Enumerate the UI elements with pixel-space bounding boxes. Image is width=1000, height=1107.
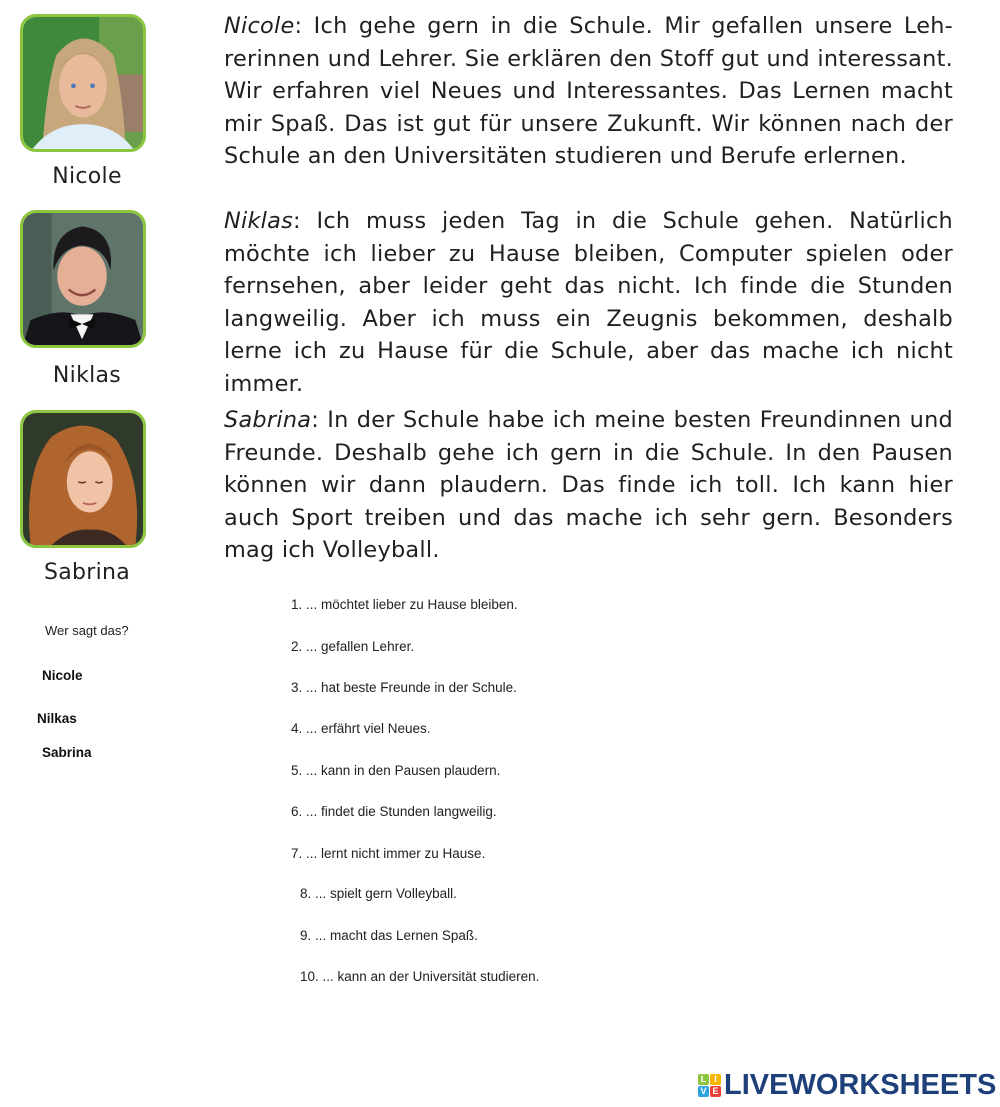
- boy-portrait-image: [23, 213, 143, 345]
- logo-letter: I: [710, 1074, 721, 1085]
- answer-option-niklas[interactable]: Nilkas: [37, 711, 77, 726]
- paragraph-text: : Ich gehe gern in die Schule. Mir gefallen unsere Leh-rerinnen und Lehrer. Sie erklären den Stoff gut und interessant. Wir erfahren viel Neues und Interessantes. Das Lernen macht mir Spaß. Das ist gut für unsere Zukunft. Wir können nach der Schule an den Universitäten studieren und Berufe erlernen.: [224, 13, 953, 170]
- liveworksheets-logo[interactable]: [698, 1070, 996, 1100]
- exercise-item[interactable]: 4. ... erfährt viel Neues.: [291, 721, 431, 736]
- paragraph-nicole: [224, 10, 953, 173]
- speaker-name: Sabrina: [224, 407, 312, 433]
- photo-nicole: [20, 14, 146, 152]
- exercise-item[interactable]: 5. ... kann in den Pausen plaudern.: [291, 763, 501, 778]
- caption-niklas: Niklas: [52, 363, 122, 388]
- speaker-name: Nicole: [224, 13, 295, 39]
- exercise-item[interactable]: 8. ... spielt gern Volleyball.: [300, 886, 457, 901]
- exercise-item[interactable]: 7. ... lernt nicht immer zu Hause.: [291, 846, 486, 861]
- exercise-item[interactable]: 6. ... findet die Stunden langweilig.: [291, 804, 497, 819]
- caption-nicole: Nicole: [52, 164, 122, 189]
- brand-name: LIVEWORKSHEETS: [724, 1069, 997, 1101]
- paragraph-text: : In der Schule habe ich meine besten Freundinnen und Freunde. Deshalb gehe ich gern in die Schule. In den Pausen können wir dann plaudern. Das finde ich toll. Ich kann hier auch Sport treiben und das mache ich sehr gern. Besonders mag ich Volleyball.: [224, 407, 953, 564]
- answer-option-nicole[interactable]: Nicole: [42, 668, 83, 683]
- photo-sabrina: [20, 410, 146, 548]
- exercise-item[interactable]: 2. ... gefallen Lehrer.: [291, 639, 415, 654]
- paragraph-text: : Ich muss jeden Tag in die Schule gehen. Natürlich möchte ich lieber zu Hause bleiben, Computer spielen oder fernsehen, aber leider geht das nicht. Ich finde die Stunden langweilig. Aber ich muss ein Zeugnis bekommen, deshalb lerne ich zu Hause für die Schule, aber das mache ich nicht immer.: [224, 208, 953, 397]
- exercise-item[interactable]: 1. ... möchtet lieber zu Hause bleiben.: [291, 597, 518, 612]
- exercise-item[interactable]: 3. ... hat beste Freunde in der Schule.: [291, 680, 517, 695]
- caption-sabrina: Sabrina: [43, 560, 131, 585]
- logo-letter: E: [710, 1086, 721, 1097]
- logo-letter: V: [698, 1086, 709, 1097]
- exercise-question: Wer sagt das?: [45, 623, 129, 638]
- speaker-name: Niklas: [224, 208, 294, 234]
- photo-niklas: [20, 210, 146, 348]
- paragraph-niklas: [224, 205, 953, 401]
- live-blocks-icon: [698, 1074, 721, 1097]
- exercise-item[interactable]: 9. ... macht das Lernen Spaß.: [300, 928, 478, 943]
- logo-letter: L: [698, 1074, 709, 1085]
- girl-portrait-image: [23, 413, 143, 545]
- girl-portrait-image: [23, 17, 143, 149]
- answer-option-sabrina[interactable]: Sabrina: [42, 745, 92, 760]
- exercise-item[interactable]: 10. ... kann an der Universität studieren.: [300, 969, 540, 984]
- paragraph-sabrina: [224, 404, 953, 567]
